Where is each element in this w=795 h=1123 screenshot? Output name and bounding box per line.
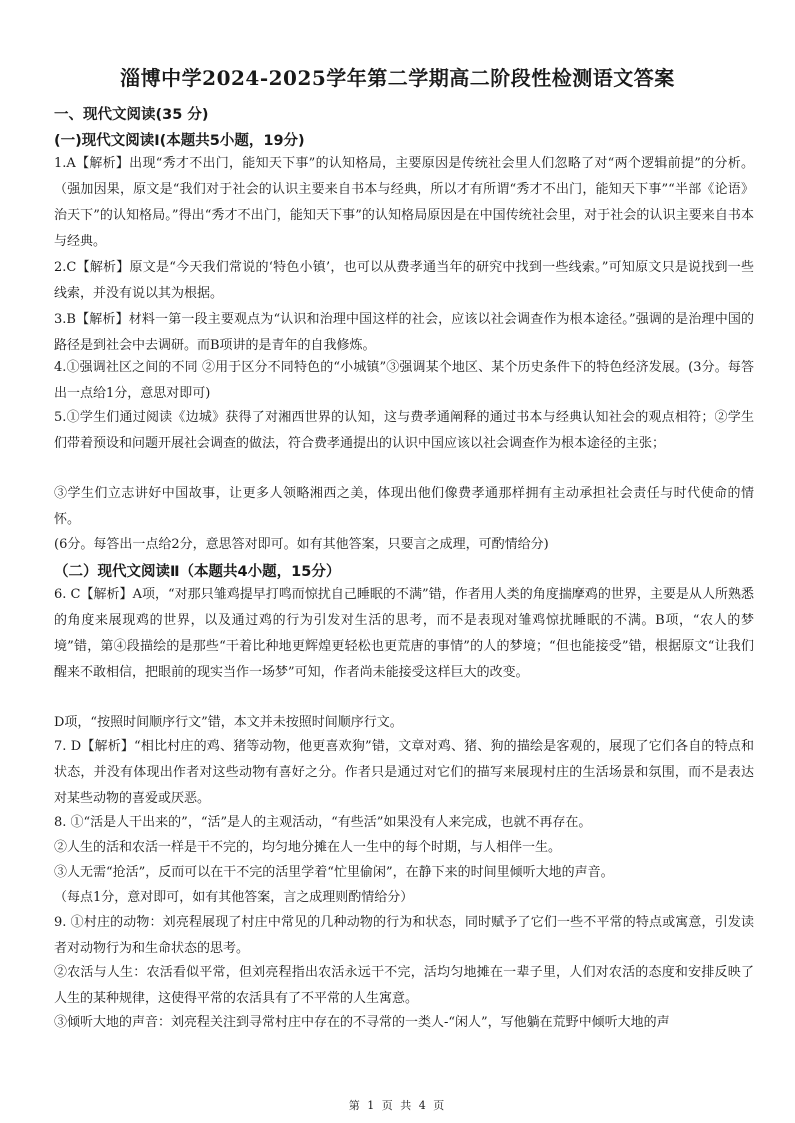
answer-9-point-2: ②农活与人生：农活看似平常，但刘亮程指出农活永远干不完，活均匀地摊在一辈子里，人们对农活的态度和安排反映了人生的某种规律，这使得平常的农活具有了不平常的人生寓意。: [54, 965, 754, 1006]
answer-6-option-d: D项，“按照时间顺序行文”错，本文并未按照时间顺序行文。: [54, 715, 403, 730]
answer-1: 1.A【解析】出现“秀才不出门，能知天下事”的认知格局，主要原因是传统社会里人们忽略了对“两个逻辑前提”的分析。（强加因果，原文是“我们对于社会的认识主要来自书本与经典，所以才有所谓“秀才不出门，能知天下事”“半部《论语》治天下”的认知格局。”得出“秀才不出门，能知天下事”的认知格局原因是在中国传统社会里，对于社会的认识主要来自书本与经典。: [54, 156, 754, 249]
answer-4: 4.①强调社区之间的不同 ②用于区分不同特色的“小城镇”③强调某个地区、某个历史条件下的特色经济发展。(3分。每答出一点给1分，意思对即可): [54, 360, 754, 401]
page-footer: 第 1 页 共 4 页: [348, 1099, 447, 1112]
answer-8-scoring-note: （每点1分，意对即可，如有其他答案，言之成理则酌情给分）: [54, 890, 414, 905]
answer-5-point-3: ③学生们立志讲好中国故事，让更多人领略湘西之美，体现出他们像费孝通那样拥有主动承担社会责任与时代使命的情怀。: [54, 486, 754, 527]
part-heading-reading-1: (一)现代文阅读Ⅰ(本题共5小题，19分): [54, 133, 305, 149]
answer-5: 5.①学生们通过阅读《边城》获得了对湘西世界的认知，这与费孝通阐释的通过书本与经典认知社会的观点相符；②学生们带着预设和问题开展社会调查的做法，符合费孝通提出的认识中国应该以社会调查作为根本途径的主张；: [54, 410, 754, 451]
answer-9-point-1: 9. ①村庄的动物：刘亮程展现了村庄中常见的几种动物的行为和状态，同时赋予了它们一些不平常的特点或寓意，引发读者对动物行为和生命状态的思考。: [54, 915, 754, 956]
page-title: 淄博中学2024-2025学年第二学期高二阶段性检测语文答案: [120, 66, 675, 90]
answer-9-point-3: ③倾听大地的声音：刘亮程关注到寻常村庄中存在的不寻常的一类人-“闲人”，写他躺在荒野中倾听大地的声: [54, 1015, 670, 1030]
answer-3: 3.B【解析】材料一第一段主要观点为“认识和治理中国这样的社会，应该以社会调查作为根本途径。”强调的是治理中国的路径是到社会中去调研。而B项讲的是青年的自我修炼。: [54, 312, 754, 353]
answer-8-point-3: ③人无需“抢活”，反而可以在干不完的活里学着“忙里偷闲”，在静下来的时间里倾听大地的声音。: [54, 865, 614, 880]
answer-6: 6. C【解析】A项，“对那只雏鸡提早打鸣而惊扰自己睡眠的不满”错，作者用人类的角度揣摩鸡的世界，主要是从人所熟悉的角度来展现鸡的世界，以及通过鸡的行为引发对生活的思考，而不是表现对雏鸡惊扰睡眠的不满。B项，“农人的梦境”错，第④段描绘的是那些“干着比种地更辉煌更轻松也更荒唐的事情”的人的梦境；“但也能接受”错，根据原文“让我们醒来不敢相信，把眼前的现实当作一场梦”可知，作者尚未能接受这样巨大的改变。: [54, 587, 754, 680]
part-heading-reading-2: （二）现代文阅读Ⅱ（本题共4小题，15分）: [54, 564, 341, 580]
answer-7: 7. D【解析】“相比村庄的鸡、猪等动物，他更喜欢狗”错，文章对鸡、猪、狗的描绘是客观的，展现了它们各自的特点和状态，并没有体现出作者对这些动物有喜好之分。作者只是通过对它们的描写来展现村庄的生活场景和氛围，而不是表达对某些动物的喜爱或厌恶。: [54, 739, 754, 806]
section-heading-modern-reading: 一、现代文阅读(35 分): [54, 107, 209, 123]
answer-5-scoring-note: (6分。每答出一点给2分，意思答对即可。如有其他答案，只要言之成理，可酌情给分): [54, 537, 549, 552]
answer-8-point-2: ②人生的活和农活一样是干不完的，均匀地分摊在人一生中的每个时期，与人相伴一生。: [54, 840, 562, 855]
answer-8-point-1: 8. ①“活是人干出来的”，“活”是人的主观活动，“有些活”如果没有人来完成，也就不再存在。: [54, 815, 592, 830]
answer-2: 2.C【解析】原文是“今天我们常说的‘特色小镇’，也可以从费孝通当年的研究中找到一些线索。”可知原文只是说找到一些线索，并没有说以其为根据。: [54, 260, 754, 301]
